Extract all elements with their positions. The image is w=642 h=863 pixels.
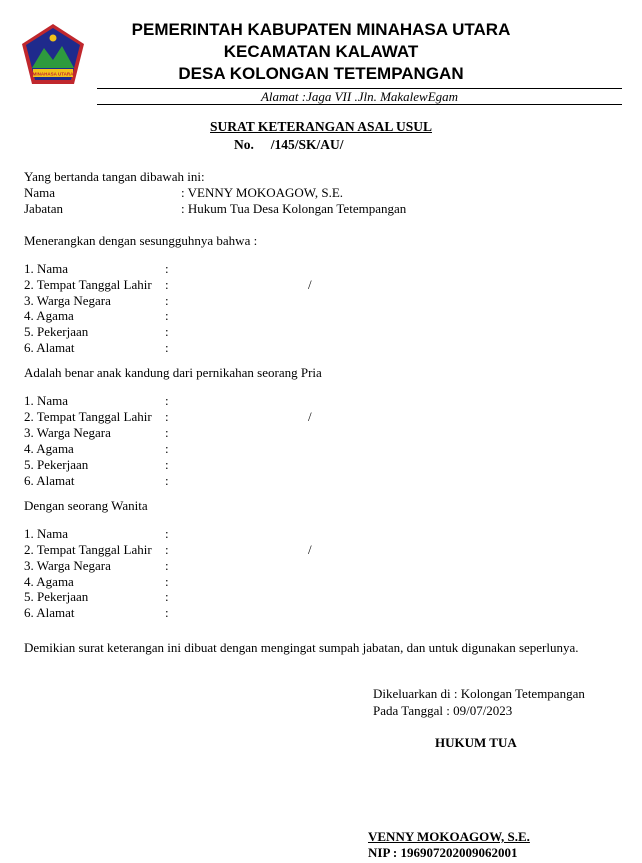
subject-citizenship-colon: : xyxy=(165,293,169,308)
mother-name-colon: : xyxy=(165,526,169,541)
mother-citizenship-label: 3. Warga Negara xyxy=(24,558,111,573)
signer-position-label: Jabatan xyxy=(24,201,63,216)
father-citizenship-colon: : xyxy=(165,425,169,440)
mother-intro: Dengan seorang Wanita xyxy=(24,498,148,513)
issued-place: Dikeluarkan di : Kolongan Tetempangan xyxy=(373,686,585,701)
subject-religion-colon: : xyxy=(165,308,169,323)
signatory-nip: NIP : 196907202009062001 xyxy=(368,845,518,860)
father-address-colon: : xyxy=(165,473,169,488)
subject-name-label: 1. Nama xyxy=(24,261,69,276)
letter-title: SURAT KETERANGAN ASAL USUL xyxy=(210,119,432,134)
subject-citizenship-label: 3. Warga Negara xyxy=(24,293,111,308)
father-birth-label: 2. Tempat Tanggal Lahir xyxy=(24,409,152,424)
header-address: Alamat :Jaga VII .Jln. MakalewEgam xyxy=(260,89,459,104)
mother-occupation-label: 5. Pekerjaan xyxy=(24,589,89,604)
subject-religion-label: 4. Agama xyxy=(24,308,74,323)
header-village-line: DESA KOLONGAN TETEMPANGAN xyxy=(178,64,464,83)
signatory-name: VENNY MOKOAGOW, S.E. xyxy=(368,829,530,844)
signer-position-value: : Hukum Tua Desa Kolongan Tetempangan xyxy=(181,201,407,216)
mother-occupation-colon: : xyxy=(165,589,169,604)
mother-religion-label: 4. Agama xyxy=(24,574,74,589)
emblem-banner-text: MINAHASA UTARA xyxy=(32,71,74,77)
subject-birth-colon: : xyxy=(165,277,169,292)
subject-birth-slash: / xyxy=(308,277,312,292)
statement: Menerangkan dengan sesungguhnya bahwa : xyxy=(24,233,258,248)
signer-name-label: Nama xyxy=(24,185,56,200)
subject-address-colon: : xyxy=(165,340,169,355)
mother-name-label: 1. Nama xyxy=(24,526,69,541)
signer-name-value: : VENNY MOKOAGOW, S.E. xyxy=(181,185,344,200)
letter-number: No. /145/SK/AU/ xyxy=(234,137,344,152)
subject-occupation-colon: : xyxy=(165,324,169,339)
father-religion-colon: : xyxy=(165,441,169,456)
father-name-label: 1. Nama xyxy=(24,393,69,408)
father-occupation-colon: : xyxy=(165,457,169,472)
father-occupation-label: 5. Pekerjaan xyxy=(24,457,89,472)
subject-birth-label: 2. Tempat Tanggal Lahir xyxy=(24,277,152,292)
father-birth-slash: / xyxy=(308,409,312,424)
father-address-label: 6. Alamat xyxy=(24,473,75,488)
mother-birth-colon: : xyxy=(165,542,169,557)
mother-birth-slash: / xyxy=(308,542,312,557)
signer-intro: Yang bertanda tangan dibawah ini: xyxy=(24,169,205,184)
header-district-line: KECAMATAN KALAWAT xyxy=(223,42,419,61)
mother-religion-colon: : xyxy=(165,574,169,589)
father-intro: Adalah benar anak kandung dari pernikahan seorang Pria xyxy=(24,365,322,380)
subject-address-label: 6. Alamat xyxy=(24,340,75,355)
father-religion-label: 4. Agama xyxy=(24,441,74,456)
closing-statement: Demikian surat keterangan ini dibuat dengan mengingat sumpah jabatan, dan untuk digunakan seperlunya. xyxy=(24,640,579,655)
father-birth-colon: : xyxy=(165,409,169,424)
header-government-line: PEMERINTAH KABUPATEN MINAHASA UTARA xyxy=(131,20,511,39)
signatory-title: HUKUM TUA xyxy=(435,735,517,750)
mother-address-colon: : xyxy=(165,605,169,620)
mother-address-label: 6. Alamat xyxy=(24,605,75,620)
subject-occupation-label: 5. Pekerjaan xyxy=(24,324,89,339)
header-rule-bottom xyxy=(97,104,622,105)
mother-birth-label: 2. Tempat Tanggal Lahir xyxy=(24,542,152,557)
issued-date: Pada Tanggal : 09/07/2023 xyxy=(373,703,513,718)
father-name-colon: : xyxy=(165,393,169,408)
mother-citizenship-colon: : xyxy=(165,558,169,573)
subject-name-colon: : xyxy=(165,261,169,276)
father-citizenship-label: 3. Warga Negara xyxy=(24,425,111,440)
